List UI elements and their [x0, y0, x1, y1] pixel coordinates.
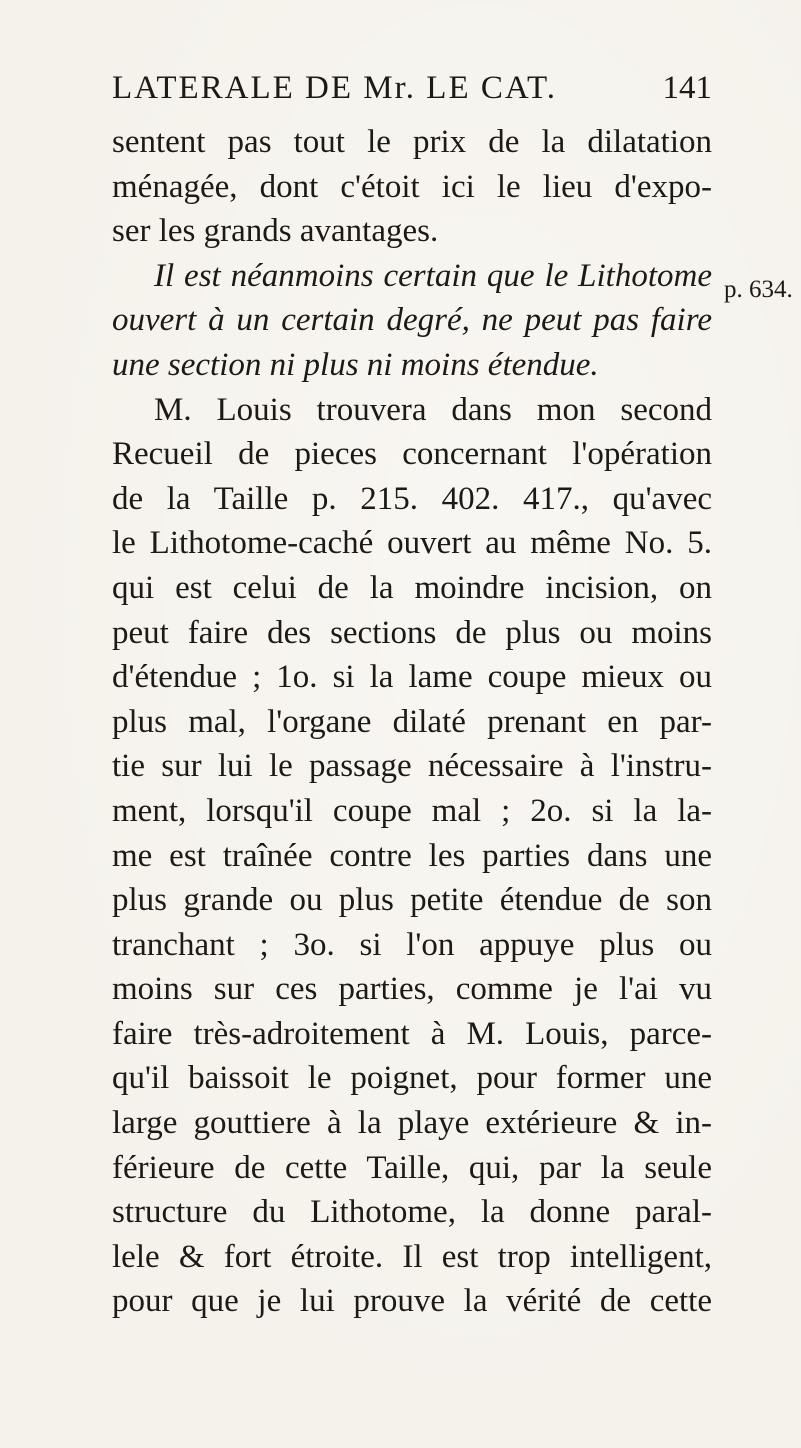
text-line: le Lithotome-caché ouvert au même No. 5. — [112, 525, 712, 562]
text-line: tranchant ; 3o. si l'on appuye plus ou — [112, 926, 712, 963]
text-line: sentent pas tout le prix de la dilatation — [112, 124, 712, 160]
text-line: d'étendue ; 1o. si la lame coupe mieux ou — [112, 659, 712, 696]
text-line: large gouttiere à la playe extérieure & in- — [112, 1105, 712, 1142]
text-line: férieure de cette Taille, qui, par la seule — [112, 1149, 712, 1186]
text-line: pour que je lui prouve la vérité de cette — [112, 1283, 712, 1320]
text-line: tie sur lui le passage nécessaire à l'instru- — [112, 748, 712, 785]
text-line: me est traînée contre les parties dans une — [112, 837, 712, 874]
text-line: qui est celui de la moindre incision, on — [112, 569, 712, 606]
text-line: plus grande ou plus petite étendue de son — [112, 882, 712, 919]
text-line: structure du Lithotome, la donne paral- — [112, 1194, 712, 1231]
body-text — [112, 120, 712, 1324]
margin-note: p. 634. — [724, 276, 793, 303]
text-line: faire très-adroitement à M. Louis, parce- — [112, 1015, 712, 1052]
text-line: une section ni plus ni moins étendue. — [112, 346, 599, 383]
page-number: 141 — [662, 70, 712, 106]
text-line: moins sur ces parties, comme je l'ai vu — [112, 971, 712, 1008]
running-head — [112, 70, 712, 120]
text-line: ment, lorsqu'il coupe mal ; 2o. si la la- — [112, 792, 712, 829]
text-line: ser les grands avantages. — [112, 213, 439, 250]
text-line: plus mal, l'organe dilaté prenant en par- — [112, 703, 712, 740]
text-line: de la Taille p. 215. 402. 417., qu'avec — [112, 480, 712, 517]
text-line: M. Louis trouvera dans mon second — [154, 391, 712, 428]
text-line: Il est néanmoins certain que le Lithotome — [154, 257, 712, 294]
text-line: qu'il baissoit le poignet, pour former une — [112, 1060, 712, 1097]
text-line: lele & fort étroite. Il est trop intelligent, — [112, 1238, 712, 1275]
text-line: ouvert à un certain degré, ne peut pas faire — [112, 302, 712, 339]
running-title: LATERALE DE Mr. LE CAT. — [112, 70, 558, 106]
text-line: peut faire des sections de plus ou moins — [112, 614, 712, 651]
text-line: Recueil de pieces concernant l'opération — [112, 436, 712, 473]
text-line: ménagée, dont c'étoit ici le lieu d'expo- — [112, 168, 712, 205]
